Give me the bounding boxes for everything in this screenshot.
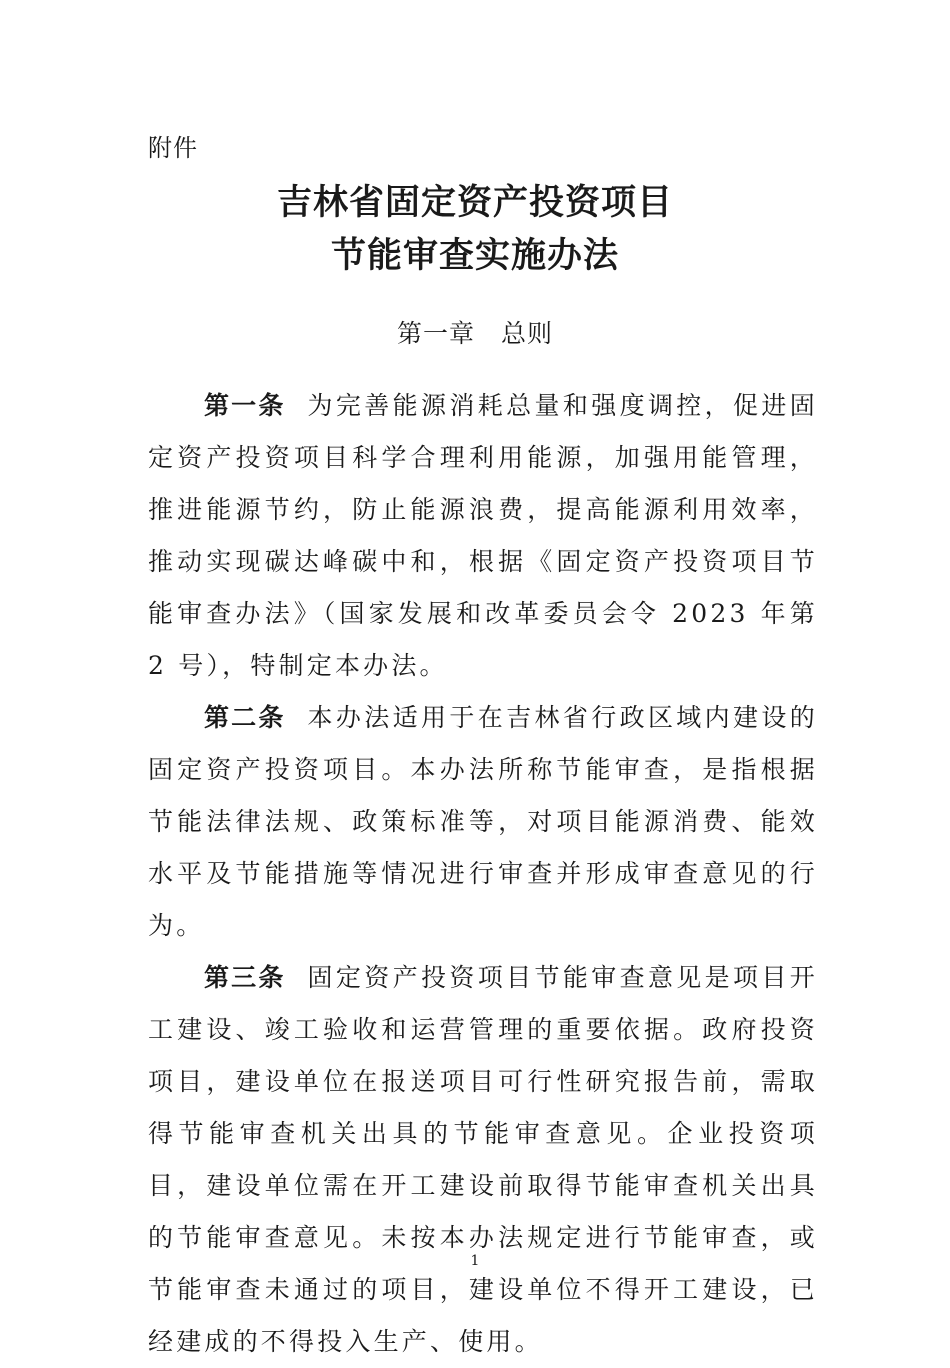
- document-body: [148, 380, 818, 1368]
- article-2: [148, 692, 818, 952]
- attachment-label: 附件: [148, 134, 198, 162]
- page-number: 1: [470, 1253, 480, 1269]
- article-1-text: 为完善能源消耗总量和强度调控，促进固定资产投资项目科学合理利用能源，加强用能管理，推进能源节约，防止能源浪费，提高能源利用效率，推动实现碳达峰碳中和，根据《固定资产投资项目节能审查办法》（国家发展和改革委员会令 2023 年第 2 号），特制定本办法。: [148, 391, 818, 680]
- article-3-label: 第三条: [204, 963, 286, 992]
- article-1: [148, 380, 818, 692]
- article-3: [148, 952, 818, 1368]
- article-3-text: 固定资产投资项目节能审查意见是项目开工建设、竣工验收和运营管理的重要依据。政府投资项目，建设单位在报送项目可行性研究报告前，需取得节能审查机关出具的节能审查意见。企业投资项目，建设单位需在开工建设前取得节能审查机关出具的节能审查意见。未按本办法规定进行节能审查，或节能审查未通过的项目，建设单位不得开工建设，已经建成的不得投入生产、使用。: [148, 963, 818, 1356]
- article-2-label: 第二条: [204, 703, 286, 732]
- document-title-line-1: 吉林省固定资产投资项目: [276, 182, 673, 223]
- chapter-heading: 第一章 总则: [396, 319, 553, 348]
- article-2-text: 本办法适用于在吉林省行政区域内建设的固定资产投资项目。本办法所称节能审查，是指根据节能法律法规、政策标准等，对项目能源消费、能效水平及节能措施等情况进行审查并形成审查意见的行为。: [148, 703, 818, 940]
- article-1-label: 第一条: [204, 391, 286, 420]
- document-title-line-2: 节能审查实施办法: [330, 235, 619, 276]
